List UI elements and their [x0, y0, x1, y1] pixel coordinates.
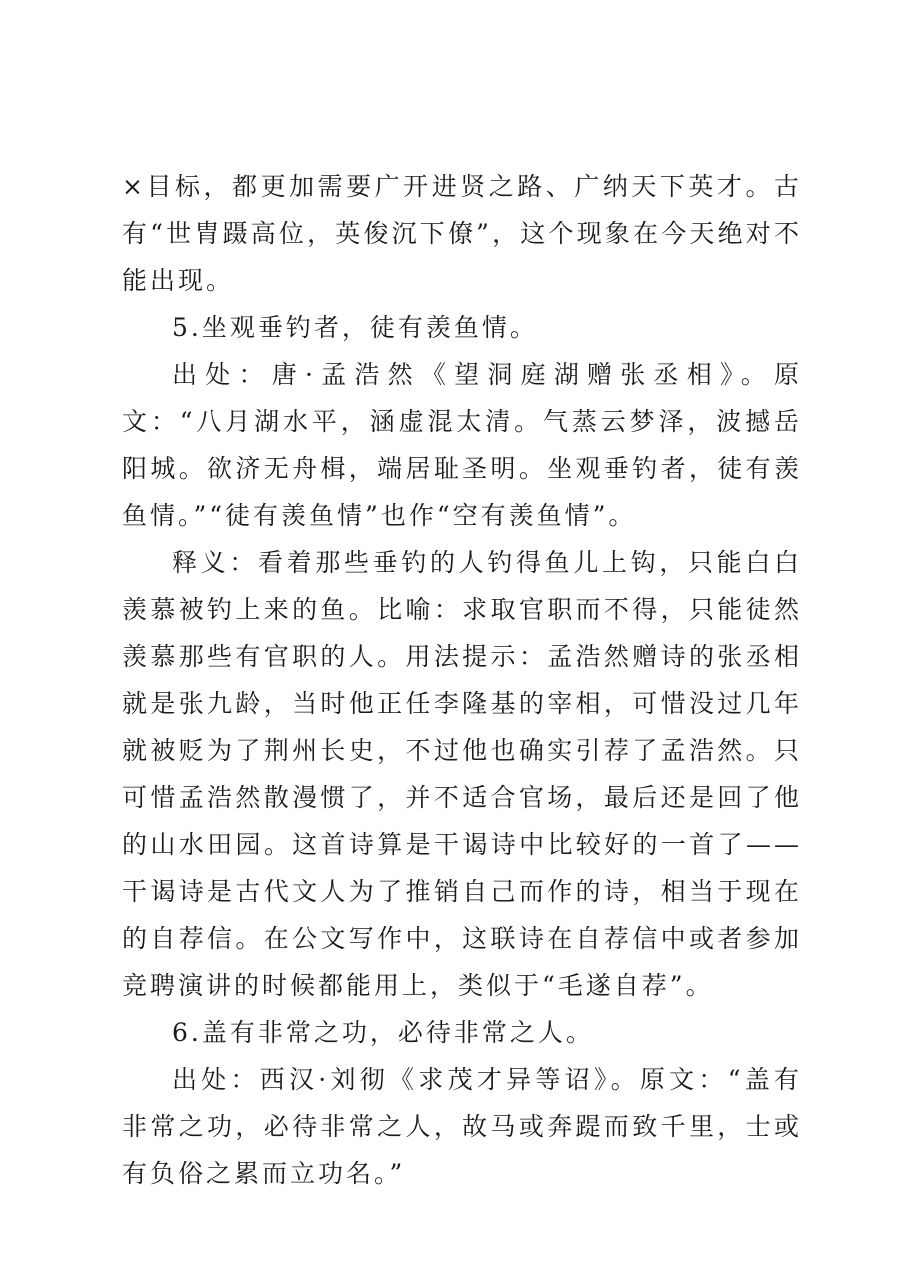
- heading-item-6: 6.盖有非常之功，必待非常之人。: [172, 1018, 594, 1047]
- paragraph-source-5: 出处：唐·孟浩然《望洞庭湖赠张丞相》。原文：“八月湖水平，涵虚混太清。气蒸云梦泽，波撼岳阳城。欲济无舟楫，端居耻圣明。坐观垂钓者，徒有羡鱼情。”“徒有羡鱼情”也作“空有羡鱼情”。: [122, 360, 802, 530]
- heading-item-5: 5.坐观垂钓者，徒有羡鱼情。: [172, 313, 538, 342]
- paragraph-explanation-5: 释义：看着那些垂钓的人钓得鱼儿上钩，只能白白羡慕被钓上来的鱼。比喻：求取官职而不得，只能徒然羡慕那些有官职的人。用法提示：孟浩然赠诗的张丞相就是张九龄，当时他正任李隆基的宰相，可惜没过几年就被贬为了荆州长史，不过他也确实引荐了孟浩然。只可惜孟浩然散漫惯了，并不适合官场，最后还是回了他的山水田园。这首诗算是干谒诗中比较好的一首了——干谒诗是古代文人为了推销自己而作的诗，相当于现在的自荐信。在公文写作中，这联诗在自荐信中或者参加竞聘演讲的时候都能用上，类似于“毛遂自荐”。: [122, 548, 802, 1000]
- document-body: [122, 163, 802, 1197]
- paragraph-continuation: ×目标，都更加需要广开进贤之路、广纳天下英才。古有“世胄蹑高位，英俊沉下僚”，这个现象在今天绝对不能出现。: [122, 172, 802, 295]
- paragraph-source-6: 出处：西汉·刘彻《求茂才异等诏》。原文：“盖有非常之功，必待非常之人，故马或奔踶而致千里，士或有负俗之累而立功名。”: [122, 1065, 802, 1188]
